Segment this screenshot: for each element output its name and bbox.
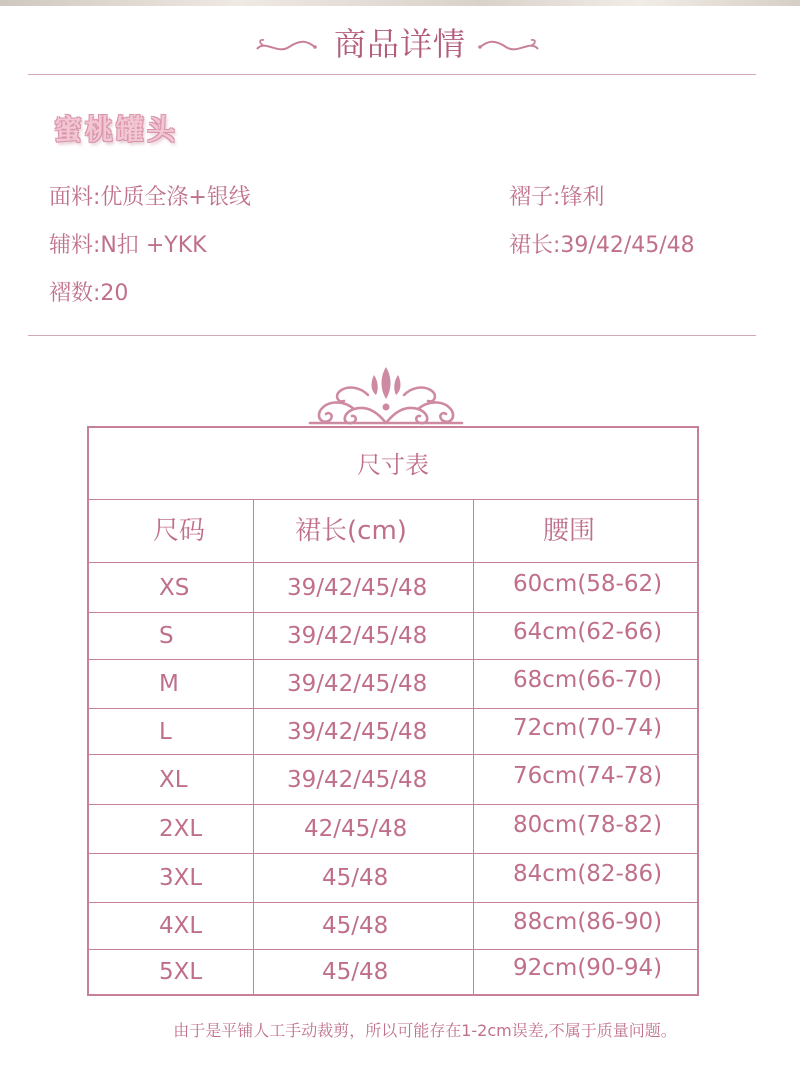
page-title: 商品详情 [333,25,466,63]
table-row [89,709,697,755]
spec-accessory: 辅料:N扣 +YKK [49,233,207,258]
divider-bottom [28,335,756,336]
divider-top [28,74,756,75]
cell-skirt-length: 45/48 [322,913,389,939]
header-skirt-length: 裙长(cm) [295,516,407,546]
cell-skirt-length: 39/42/45/48 [287,575,428,601]
header-size: 尺码 [153,516,206,546]
spec-fabric: 面料:优质全涤+银线 [49,185,251,210]
table-row [89,854,697,903]
cell-skirt-length: 42/45/48 [304,816,408,842]
table-row [89,613,697,660]
spec-pleat-count: 褶数:20 [49,281,129,306]
table-row [89,903,697,950]
cell-size: L [159,719,172,745]
table-row [89,805,697,854]
cell-waist: 88cm(86-90) [513,909,663,935]
footnote: 由于是平铺人工手动裁剪，所以可能存在1-2cm误差,不属于质量问题。 [173,1021,677,1040]
cell-size: XL [159,767,188,793]
table-row [89,563,697,613]
cell-skirt-length: 45/48 [322,865,389,891]
cell-size: S [159,623,174,649]
crown-ornament-icon [308,365,464,427]
cell-size: 3XL [159,865,203,891]
cell-skirt-length: 39/42/45/48 [287,719,428,745]
cell-skirt-length: 39/42/45/48 [287,671,428,697]
cell-waist: 72cm(70-74) [513,715,663,741]
cell-skirt-length: 39/42/45/48 [287,623,428,649]
cell-size: 5XL [159,959,203,985]
table-row [89,660,697,709]
product-name: 蜜桃罐头 [54,113,179,146]
cell-size: XS [159,575,190,601]
top-banner-strip [0,0,800,6]
cell-waist: 64cm(62-66) [513,619,663,645]
header-waist: 腰围 [543,516,596,546]
flourish-right-icon [478,35,540,57]
cell-waist: 80cm(78-82) [513,812,663,838]
cell-waist: 60cm(58-62) [513,571,663,597]
size-table-caption: 尺寸表 [89,428,697,500]
size-table [87,426,699,996]
cell-skirt-length: 39/42/45/48 [287,767,428,793]
table-row [89,950,697,994]
cell-size: M [159,671,179,697]
spec-pleat-style: 褶子:锋利 [509,185,605,210]
cell-waist: 92cm(90-94) [513,955,663,981]
cell-size: 4XL [159,913,203,939]
cell-waist: 84cm(82-86) [513,861,663,887]
cell-skirt-length: 45/48 [322,959,389,985]
spec-skirt-length: 裙长:39/42/45/48 [509,233,695,258]
size-table-header-row [89,500,697,563]
cell-size: 2XL [159,816,203,842]
cell-waist: 68cm(66-70) [513,667,663,693]
cell-waist: 76cm(74-78) [513,763,663,789]
table-row [89,755,697,805]
